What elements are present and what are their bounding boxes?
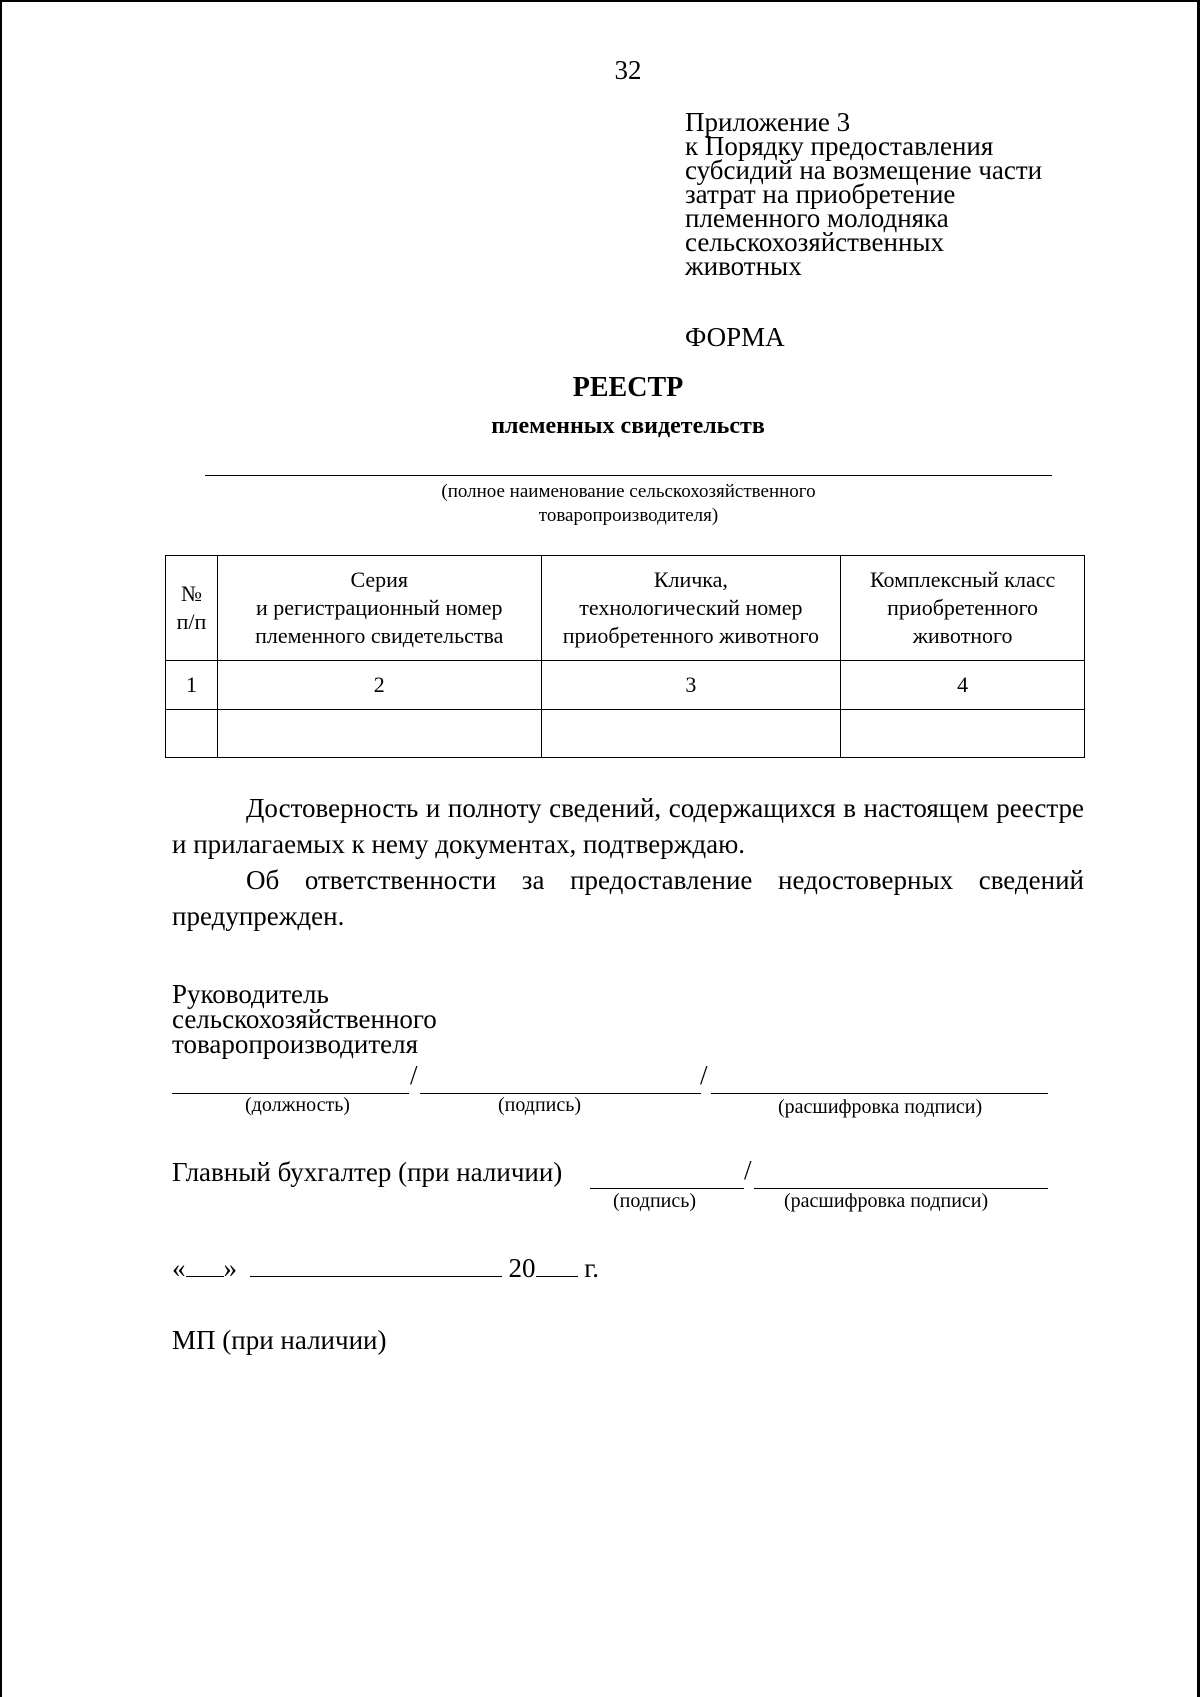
- separator-slash: /: [744, 1155, 752, 1185]
- separator-slash: /: [700, 1060, 708, 1090]
- registry-table: [165, 555, 1085, 758]
- head-title-line: товаропроизводителя: [172, 1029, 419, 1059]
- header-line: племенного свидетельства: [255, 623, 504, 648]
- head-title-line: Руководитель: [172, 979, 329, 1009]
- producer-name-field-line[interactable]: [205, 475, 1052, 476]
- document-subtitle: племенных свидетельств: [491, 413, 765, 439]
- responsibility-paragraph: Об ответственности за предоставление недостоверных сведений предупрежден.: [172, 865, 1084, 931]
- header-line: животного: [912, 623, 1013, 648]
- table-cell: 1: [166, 661, 218, 710]
- date-open-quote: «: [172, 1253, 186, 1283]
- head-decoding-caption: (расшифровка подписи): [778, 1096, 983, 1118]
- table-cell[interactable]: [217, 710, 541, 758]
- header-line: Серия: [350, 567, 409, 592]
- appendix-line: Приложение 3: [685, 107, 851, 137]
- date-month-field[interactable]: [250, 1256, 502, 1277]
- table-cell: 3: [541, 661, 841, 710]
- chief-signature-decoding-field[interactable]: [754, 1188, 1048, 1189]
- header-line: и регистрационный номер: [256, 595, 503, 620]
- head-signature-decoding-field[interactable]: [711, 1093, 1048, 1094]
- header-line: Комплексный класс: [869, 567, 1056, 592]
- caption-line: товаропроизводителя): [538, 505, 719, 526]
- document-title: РЕЕСТР: [572, 372, 684, 403]
- column-header-certificate: [217, 556, 541, 661]
- column-header-number: [166, 556, 218, 661]
- date-day-field[interactable]: [186, 1256, 224, 1277]
- chief-signature-caption: (подпись): [613, 1190, 697, 1212]
- table-cell[interactable]: [841, 710, 1085, 758]
- appendix-line: сельскохозяйственных: [685, 227, 945, 257]
- stamp-label: МП (при наличии): [172, 1325, 387, 1355]
- separator-slash: /: [410, 1060, 418, 1090]
- chief-signature-field[interactable]: [590, 1188, 744, 1189]
- column-header-class: [841, 556, 1085, 661]
- appendix-line: племенного молодняка: [685, 203, 949, 233]
- head-position-caption: (должность): [245, 1094, 350, 1116]
- head-title: [172, 979, 437, 1059]
- date-line: [172, 1253, 599, 1284]
- appendix-line: затрат на приобретение: [685, 179, 956, 209]
- header-line: Кличка,: [653, 567, 728, 592]
- table-cell[interactable]: [541, 710, 841, 758]
- page-number: 32: [614, 55, 642, 85]
- page-border-top: [0, 0, 1200, 2]
- producer-name-caption: [205, 480, 1052, 528]
- date-close-quote: »: [223, 1253, 237, 1283]
- header-line: приобретенного животного: [562, 623, 819, 648]
- column-header-animal-name: [541, 556, 841, 661]
- appendix-line: субсидий на возмещение части: [685, 155, 1043, 185]
- table-row: [166, 710, 1085, 758]
- date-year-prefix: 20: [508, 1253, 536, 1283]
- header-line: п/п: [176, 609, 207, 634]
- date-year-field[interactable]: [536, 1256, 578, 1277]
- date-year-suffix: г.: [584, 1253, 600, 1283]
- appendix-line: к Порядку предоставления: [685, 131, 994, 161]
- head-signature-caption: (подпись): [498, 1094, 582, 1116]
- statement-paragraph: Достоверность и полноту сведений, содержащихся в настоящем реестре и прилагаемых к нему документах, подтверждаю.: [172, 793, 1084, 859]
- table-cell: 4: [841, 661, 1085, 710]
- header-line: приобретенного: [887, 595, 1039, 620]
- header-line: технологический номер: [579, 595, 803, 620]
- table-header-row: [166, 556, 1085, 661]
- table-numbering-row: [166, 661, 1085, 710]
- chief-decoding-caption: (расшифровка подписи): [784, 1190, 989, 1212]
- appendix-line: животных: [685, 251, 802, 281]
- head-title-line: сельскохозяйственного: [172, 1004, 437, 1034]
- table-cell[interactable]: [166, 710, 218, 758]
- page-border-left: [0, 0, 2, 1697]
- caption-line: (полное наименование сельскохозяйственного: [441, 481, 816, 502]
- table-cell: 2: [217, 661, 541, 710]
- header-line: №: [180, 581, 202, 606]
- form-label: ФОРМА: [685, 322, 785, 352]
- chief-accountant-label: Главный бухгалтер (при наличии): [172, 1157, 563, 1187]
- appendix-note: [685, 107, 1115, 281]
